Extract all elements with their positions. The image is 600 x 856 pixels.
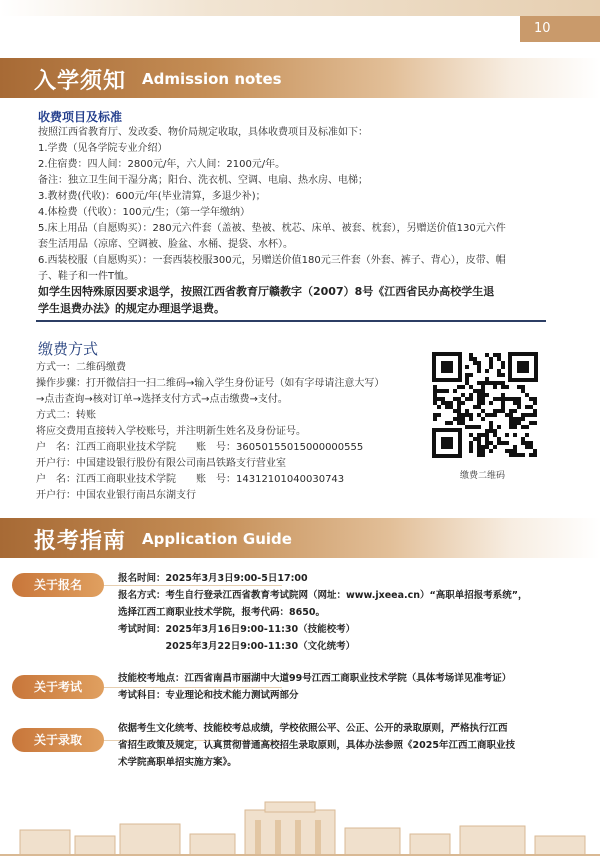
payment-line: 方式二：转账	[36, 410, 96, 421]
fee-line: 子、鞋子和一件T恤。	[38, 271, 135, 282]
admission-banner	[0, 58, 600, 98]
payment-line: 开户行：中国农业银行南昌东湖支行	[36, 490, 196, 501]
exam-pill: 关于考试	[12, 675, 104, 699]
fee-line: 6.西装校服（自愿购买）：一套西装校服300元，另赠送价值180元三件套（外套、裤子、背心），皮带、帽	[38, 255, 506, 266]
payment-line: 开户行：中国建设银行股份有限公司南昌铁路支行营业室	[36, 458, 286, 469]
registration-pill: 关于报名	[12, 573, 104, 597]
fee-list	[38, 125, 506, 285]
guide-banner	[0, 518, 600, 558]
payment-qr-code[interactable]	[430, 350, 540, 460]
payment-line: 方式一：二维码缴费	[36, 362, 126, 373]
guide-title-en: Application Guide	[142, 530, 292, 548]
payment-line: 户 名：江西工商职业技术学院 账 号：14312101040030743	[36, 474, 345, 485]
admission-details	[118, 720, 515, 771]
exam-details	[118, 670, 511, 704]
top-decorative-band	[0, 0, 600, 16]
admission-pill: 关于录取	[12, 728, 104, 752]
fee-line: 3.教材费(代收)：600元/年(毕业清算，多退少补)；	[38, 191, 266, 202]
campus-skyline-icon	[0, 800, 600, 856]
guide-line: 报名时间：2025年3月3日9:00-5日17:00	[118, 573, 308, 584]
guide-title-cn: 报考指南	[34, 529, 127, 554]
fee-line: 4.体检费（代收）：100元/生；（第一学年缴纳）	[38, 207, 250, 218]
fee-line: 按照江西省教育厅、发改委、物价局规定收取，具体收费项目及标准如下：	[38, 127, 368, 138]
payment-line: 操作步骤：打开微信扫一扫二维码→输入学生身份证号（如有字母请注意大写）	[36, 378, 385, 389]
fee-line: 5.床上用品（自愿购买）：280元六件套（盖被、垫被、枕芯、床单、被套、枕套），另赠送价值130元六件	[38, 223, 506, 234]
payment-heading: 缴费方式	[38, 340, 99, 358]
qr-code-icon	[430, 350, 540, 460]
page-number: 10	[520, 16, 600, 42]
guide-line: 省招生政策及规定，认真贯彻普通高校招生录取原则，具体办法参照《2025年江西工商职业技	[118, 740, 515, 751]
payment-lines	[36, 360, 384, 504]
refund-line: 学生退费办法》的规定办理退学退费。	[38, 302, 225, 315]
fee-line: 备注：独立卫生间干湿分离；阳台、洗衣机、空调、电扇、热水房、电梯；	[38, 175, 368, 186]
guide-line: 2025年3月22日9:00-11:30（文化统考）	[118, 641, 356, 652]
fee-line: 套生活用品（凉席、空调被、脸盆、水桶、提袋、水杯）。	[38, 239, 293, 250]
qr-caption: 缴费二维码	[460, 471, 506, 481]
guide-line: 考试科目：专业理论和技术能力测试两部分	[118, 690, 299, 701]
refund-notice	[38, 283, 494, 317]
fees-heading: 收费项目及标准	[38, 110, 123, 124]
registration-details	[118, 570, 528, 655]
guide-line: 选择江西工商职业技术学院，报考代码：8650。	[118, 607, 325, 618]
guide-line: 术学院高职单招实施方案》。	[118, 757, 237, 768]
admission-title-en: Admission notes	[142, 70, 282, 88]
fee-line: 2.住宿费：四人间：2800元/年，六人间：2100元/年。	[38, 159, 286, 170]
refund-line: 如学生因特殊原因要求退学，按照江西省教育厅赣教字（2007）8号《江西省民办高校学生退	[38, 285, 495, 298]
payment-line: 将应交费用直接转入学校账号，并注明新生姓名及身份证号。	[36, 426, 306, 437]
payment-line: 户 名：江西工商职业技术学院 账 号：36050155015000000555	[36, 442, 364, 453]
guide-line: 报名方式：考生自行登录江西省教育考试院网（网址：www.jxeea.cn）“高职单招报考系统”，	[118, 590, 528, 601]
guide-line: 技能校考地点：江西省南昌市丽湖中大道99号江西工商职业技术学院（具体考场详见准考证）	[118, 673, 512, 684]
section-divider	[36, 320, 546, 322]
admission-title-cn: 入学须知	[34, 69, 127, 94]
guide-line: 依据考生文化统考、技能校考总成绩，学校依照公平、公正、公开的录取原则，严格执行江西	[118, 723, 508, 734]
fee-line: 1.学费（见各学院专业介绍）	[38, 143, 168, 154]
guide-line: 考试时间：2025年3月16日9:00-11:30（技能校考）	[118, 624, 356, 635]
payment-line: →点击查询→核对订单→选择支付方式→点击缴费→支付。	[36, 394, 288, 405]
